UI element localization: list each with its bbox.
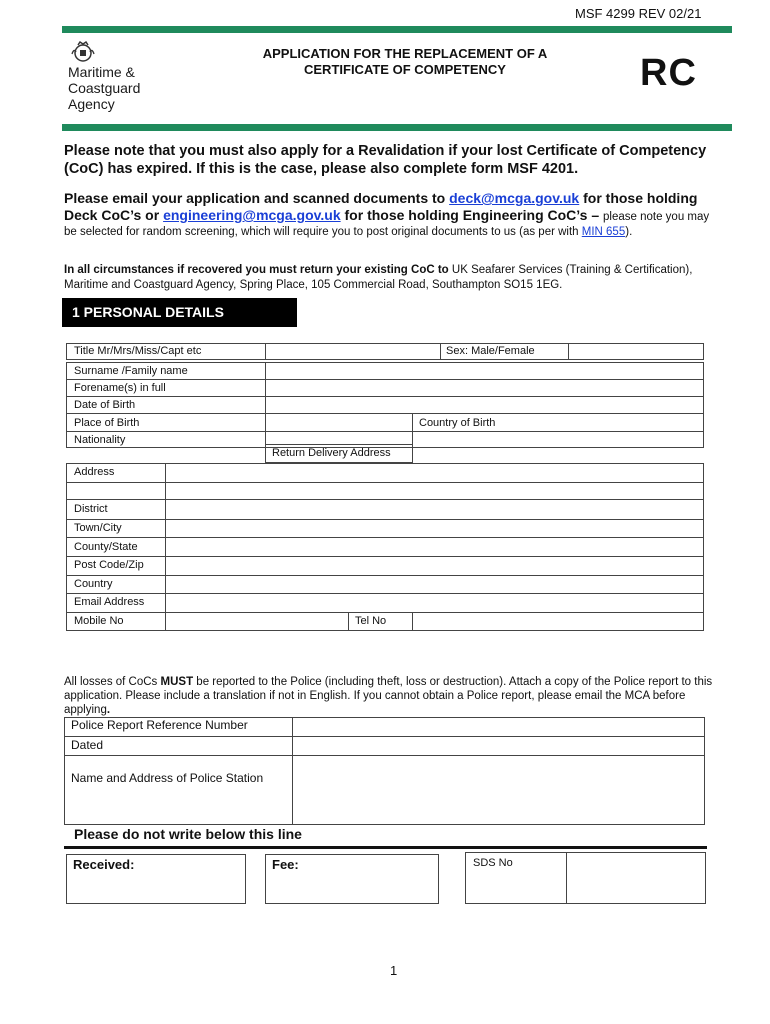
header-green-rule bbox=[62, 124, 732, 131]
engineering-email-link[interactable]: engineering@mcga.gov.uk bbox=[163, 207, 341, 223]
form-code: RC bbox=[640, 52, 697, 94]
royal-crest-icon bbox=[70, 40, 96, 64]
deck-email-link[interactable]: deck@mcga.gov.uk bbox=[449, 190, 580, 206]
forenames-label: Forename(s) in full bbox=[74, 382, 166, 394]
sex-field[interactable] bbox=[569, 344, 703, 359]
cob-label: Country of Birth bbox=[419, 417, 496, 429]
county-label: County/State bbox=[74, 541, 138, 553]
police-dated-label: Dated bbox=[71, 738, 104, 752]
address-label: Address bbox=[74, 466, 115, 478]
return-instructions: In all circumstances if recovered you must return your existing CoC to UK Seafarer Services (Training & Certification), Maritime and Coastguard Agency, Spring Place, 105 Commercial Road, Southampton SO15 1EG. bbox=[64, 264, 693, 291]
email-label: Email Address bbox=[74, 596, 145, 608]
county-field[interactable] bbox=[166, 538, 703, 555]
sds-label: SDS No bbox=[473, 857, 513, 869]
postcode-label: Post Code/Zip bbox=[74, 559, 144, 571]
dob-label: Date of Birth bbox=[74, 399, 136, 411]
pob-field[interactable] bbox=[266, 414, 411, 430]
police-ref-field[interactable] bbox=[293, 718, 704, 735]
mobile-field[interactable] bbox=[166, 613, 347, 630]
police-instructions: All losses of CoCs MUST be reported to the Police (including theft, loss or destruction). Attach a copy of the Police report to this application. Please include a translation if not in English. If you cannot obtain a Police report, please email the MCA before applying. bbox=[64, 676, 713, 716]
town-label: Town/City bbox=[74, 522, 122, 534]
office-use-rule bbox=[64, 846, 707, 849]
form-title: APPLICATION FOR THE REPLACEMENT OF A CERTIFICATE OF COMPETENCY bbox=[262, 46, 548, 77]
email-instructions: Please email your application and scanned documents to deck@mcga.gov.uk for those holding Deck CoC’s or engineering@mcga.gov.uk for those holding Engineering CoC’s – please note you may be selected for random screening, which will require you to post original documents to us (as per with MIN 655). bbox=[64, 190, 710, 238]
agency-logo-text: Maritime & Coastguard Agency bbox=[68, 64, 141, 112]
police-ref-label: Police Report Reference Number bbox=[71, 718, 248, 732]
title-label: Title Mr/Mrs/Miss/Capt etc bbox=[74, 345, 202, 357]
district-label: District bbox=[74, 503, 108, 515]
page-number: 1 bbox=[390, 963, 398, 978]
police-dated-field[interactable] bbox=[293, 737, 704, 754]
tel-label: Tel No bbox=[355, 615, 387, 627]
town-field[interactable] bbox=[166, 520, 703, 536]
pob-label: Place of Birth bbox=[74, 417, 140, 429]
form-reference: MSF 4299 REV 02/21 bbox=[575, 6, 702, 21]
district-field[interactable] bbox=[166, 500, 703, 518]
title-field[interactable] bbox=[266, 344, 439, 359]
address-line-2-field[interactable] bbox=[166, 483, 703, 498]
police-station-field[interactable] bbox=[293, 756, 704, 824]
office-use-heading: Please do not write below this line bbox=[74, 826, 302, 842]
dob-field[interactable] bbox=[266, 397, 703, 412]
postcode-field[interactable] bbox=[166, 557, 703, 574]
tel-field[interactable] bbox=[413, 613, 703, 630]
surname-field[interactable] bbox=[266, 363, 703, 378]
sex-label: Sex: Male/Female bbox=[446, 345, 535, 357]
section-heading-personal-details: 1 PERSONAL DETAILS bbox=[62, 298, 297, 327]
country-label: Country bbox=[74, 578, 113, 590]
police-station-label: Name and Address of Police Station bbox=[71, 771, 264, 785]
revalidation-note: Please note that you must also apply for a Revalidation if your lost Certificate of Competency (CoC) has expired. If this is the case, please also complete form MSF 4201. bbox=[64, 143, 707, 177]
return-address-label: Return Delivery Address bbox=[272, 447, 391, 459]
cob-field[interactable] bbox=[520, 414, 703, 430]
surname-label: Surname /Family name bbox=[74, 365, 188, 377]
address-line-1-field[interactable] bbox=[166, 464, 703, 481]
top-green-rule bbox=[62, 26, 732, 33]
nationality-label: Nationality bbox=[74, 434, 126, 446]
mobile-label: Mobile No bbox=[74, 615, 124, 627]
email-field[interactable] bbox=[166, 594, 703, 611]
forenames-field[interactable] bbox=[266, 380, 703, 395]
country-field[interactable] bbox=[166, 576, 703, 592]
nationality-field[interactable] bbox=[266, 432, 411, 444]
min-655-link[interactable]: MIN 655 bbox=[581, 226, 626, 238]
received-label: Received: bbox=[73, 857, 135, 872]
fee-label: Fee: bbox=[272, 857, 299, 872]
